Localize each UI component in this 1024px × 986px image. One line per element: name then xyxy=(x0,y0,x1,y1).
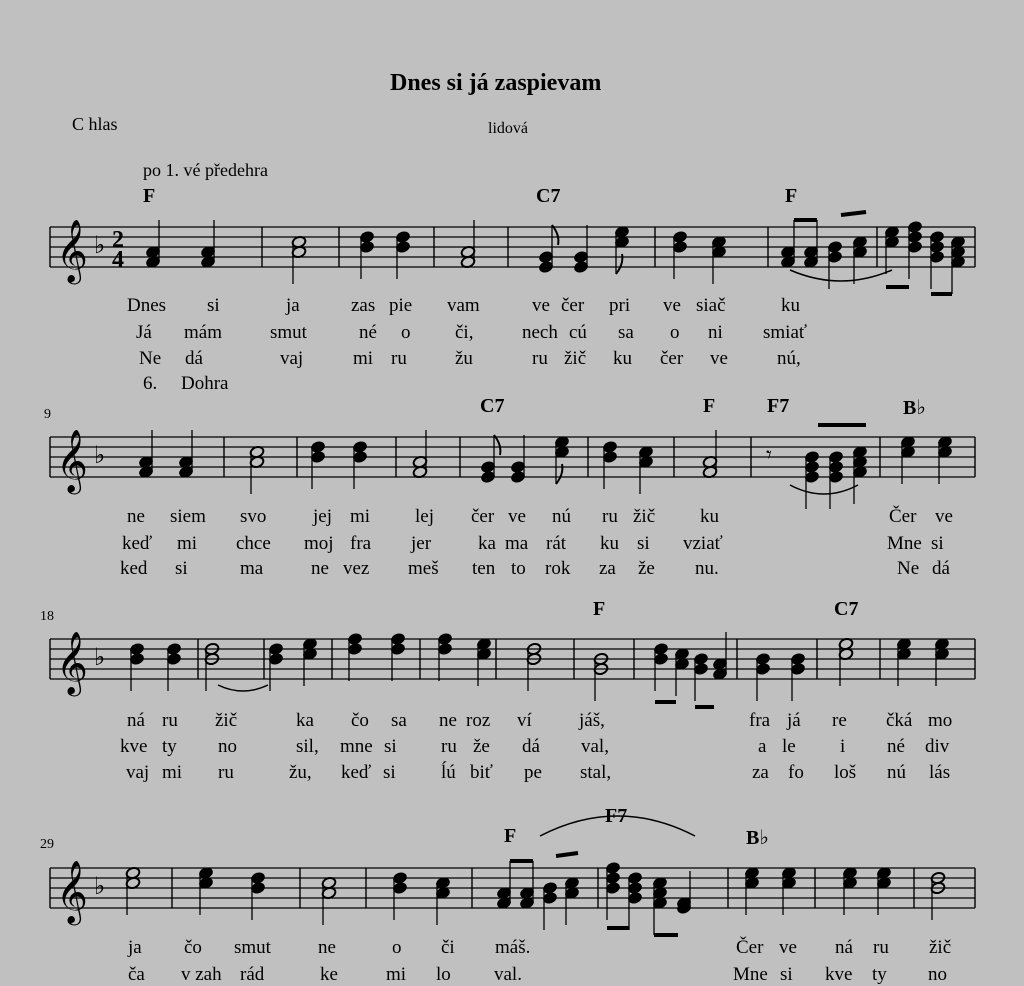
lyric-syllable: vziať xyxy=(683,533,723,554)
lyric-syllable: vaj xyxy=(280,348,304,369)
lyric-verse-number: 6. xyxy=(143,373,158,394)
lyric-syllable: si xyxy=(637,533,650,554)
lyric-syllable: Ne xyxy=(897,558,920,579)
lyric-syllable: nú xyxy=(887,762,906,783)
chord-symbol: F7 xyxy=(767,395,790,417)
lyric-syllable: jáš, xyxy=(579,710,605,731)
lyric-syllable: kve xyxy=(120,736,148,757)
lyric-syllable: ja xyxy=(286,295,300,316)
lyric-syllable: o xyxy=(401,322,411,343)
lyric-syllable: i xyxy=(840,736,846,757)
lyric-syllable: že xyxy=(473,736,490,757)
lyric-syllable: div xyxy=(925,736,950,757)
lyric-syllable: čo xyxy=(351,710,369,731)
lyric-syllable: ka xyxy=(478,533,496,554)
lyric-syllable: nú xyxy=(552,506,571,527)
lyric-syllable: ten xyxy=(472,558,496,579)
lyric-syllable: žič xyxy=(929,937,952,958)
lyric-syllable: ty xyxy=(872,964,887,985)
lyric-syllable: ma xyxy=(505,533,529,554)
slur xyxy=(790,485,858,494)
lyric-syllable: já xyxy=(787,710,801,731)
chord-symbol: B♭ xyxy=(746,827,769,849)
chord-symbol: C7 xyxy=(536,185,561,207)
lyric-syllable: zas xyxy=(351,295,376,316)
lyric-syllable: no xyxy=(218,736,237,757)
lyric-syllable: mi xyxy=(353,348,374,369)
lyric-syllable: stal, xyxy=(580,762,612,783)
lyric-syllable: ka xyxy=(296,710,314,731)
lyric-syllable: ru xyxy=(873,937,889,958)
lyric-syllable: chce xyxy=(236,533,271,554)
measure-number: 29 xyxy=(40,837,54,852)
lyric-syllable: nu. xyxy=(695,558,719,579)
lyric-syllable: lej xyxy=(415,506,434,527)
lyric-syllable: ru xyxy=(218,762,234,783)
lyric-syllable: ku xyxy=(600,533,619,554)
lyric-syllable: pri xyxy=(609,295,631,316)
eighth-rest-icon: 𝄾 xyxy=(766,443,772,468)
lyric-syllable: ví xyxy=(517,710,532,731)
slur xyxy=(790,270,892,281)
lyric-syllable: ne xyxy=(318,937,336,958)
key-flat-icon: ♭ xyxy=(94,231,106,259)
lyric-syllable: mi xyxy=(162,762,183,783)
lyric-syllable: cú xyxy=(569,322,587,343)
lyric-syllable: pie xyxy=(389,295,413,316)
lyric-syllable: mo xyxy=(928,710,953,731)
chord-symbol: F xyxy=(143,185,156,207)
treble-clef-icon: 𝄞 xyxy=(56,860,88,923)
staff-system-4 xyxy=(0,848,1024,948)
lyric-syllable: fra xyxy=(350,533,372,554)
staff-system-2 xyxy=(0,417,1024,517)
lyric-syllable: ni xyxy=(708,322,723,343)
lyric-syllable: sa xyxy=(391,710,407,731)
lyric-syllable: ke xyxy=(320,964,338,985)
lyric-syllable: le xyxy=(782,736,796,757)
chord-symbol: F xyxy=(703,395,716,417)
note-flag xyxy=(552,225,558,245)
lyric-syllable: ne xyxy=(311,558,329,579)
lyric-syllable: dá xyxy=(932,558,950,579)
lyric-syllable: žič xyxy=(633,506,656,527)
lyric-syllable: o xyxy=(392,937,402,958)
lyric-syllable: nú, xyxy=(777,348,801,369)
lyric-syllable: val, xyxy=(581,736,609,757)
lyric-syllable: mám xyxy=(184,322,222,343)
lyric-syllable: ja xyxy=(128,937,142,958)
note-beam xyxy=(841,212,866,215)
lyric-syllable: si xyxy=(931,533,944,554)
time-signature-bottom: 4 xyxy=(112,247,124,273)
lyric-syllable: loš xyxy=(834,762,857,783)
lyric-syllable: si xyxy=(780,964,793,985)
lyric-syllable: ná xyxy=(127,710,145,731)
lyric-syllable: moj xyxy=(304,533,334,554)
lyric-syllable: sil, xyxy=(296,736,319,757)
lyric-syllable: roz xyxy=(466,710,491,731)
lyric-syllable: mi xyxy=(350,506,371,527)
lyric-syllable: ve xyxy=(508,506,526,527)
lyric-syllable: to xyxy=(511,558,526,579)
lyric-syllable: ru xyxy=(532,348,548,369)
lyric-syllable: ru xyxy=(441,736,457,757)
lyric-syllable: Mne xyxy=(887,533,922,554)
time-signature-top: 2 xyxy=(112,227,124,253)
chord-symbol: F7 xyxy=(605,805,628,827)
lyric-syllable: lás xyxy=(929,762,951,783)
lyric-syllable: vam xyxy=(447,295,480,316)
chord-symbol: C7 xyxy=(480,395,505,417)
lyric-syllable: ĺú xyxy=(441,762,456,783)
key-flat-icon: ♭ xyxy=(94,643,106,671)
treble-clef-icon: 𝄞 xyxy=(56,219,88,282)
lyric-syllable: re xyxy=(832,710,847,731)
lyric-syllable: mi xyxy=(177,533,198,554)
lyric-syllable: Ne xyxy=(139,348,162,369)
lyric-syllable: dá xyxy=(185,348,203,369)
lyric-syllable: si xyxy=(384,736,397,757)
lyric-syllable: ked xyxy=(120,558,148,579)
lyric-syllable: si xyxy=(175,558,188,579)
slur xyxy=(218,685,268,691)
lyric-syllable: sa xyxy=(618,322,634,343)
tempo-direction: po 1. vé předehra xyxy=(143,160,268,180)
lyric-syllable: ve xyxy=(710,348,728,369)
lyric-syllable: siač xyxy=(696,295,726,316)
lyric-syllable: rát xyxy=(546,533,567,554)
lyric-syllable: nech xyxy=(522,322,558,343)
lyric-syllable: že xyxy=(638,558,655,579)
lyric-syllable: Dohra xyxy=(181,373,229,394)
lyric-syllable: žu xyxy=(455,348,473,369)
measure-number: 9 xyxy=(44,407,51,422)
lyric-syllable: ku xyxy=(781,295,800,316)
lyric-syllable: meš xyxy=(408,558,439,579)
lyric-syllable: mne xyxy=(340,736,373,757)
lyric-syllable: lo xyxy=(436,964,451,985)
lyric-syllable: mi xyxy=(386,964,407,985)
lyric-syllable: ku xyxy=(613,348,632,369)
lyric-syllable: ma xyxy=(240,558,264,579)
lyric-syllable: ve xyxy=(779,937,797,958)
lyric-syllable: ve xyxy=(935,506,953,527)
treble-clef-icon: 𝄞 xyxy=(56,429,88,492)
lyric-syllable: fra xyxy=(749,710,771,731)
composer-label: lidová xyxy=(488,120,528,137)
lyric-syllable: čo xyxy=(184,937,202,958)
treble-clef-icon: 𝄞 xyxy=(56,631,88,694)
lyric-syllable: ku xyxy=(700,506,719,527)
staff-system-1 xyxy=(0,207,1024,307)
lyric-syllable: či xyxy=(441,937,455,958)
lyric-syllable: vaj xyxy=(126,762,150,783)
lyric-syllable: Mne xyxy=(733,964,768,985)
lyric-syllable: žič xyxy=(215,710,238,731)
lyric-syllable: a xyxy=(758,736,767,757)
chord-symbol: C7 xyxy=(834,598,859,620)
song-title: Dnes si já zaspievam xyxy=(390,70,602,96)
lyric-syllable: za xyxy=(752,762,769,783)
lyric-syllable: čer xyxy=(471,506,495,527)
lyric-syllable: no xyxy=(928,964,947,985)
lyric-syllable: jer xyxy=(411,533,432,554)
lyric-syllable: žu, xyxy=(289,762,312,783)
measure-number: 18 xyxy=(40,609,54,624)
lyric-syllable: né xyxy=(359,322,377,343)
lyric-syllable: ve xyxy=(532,295,550,316)
lyric-syllable: jej xyxy=(313,506,332,527)
lyric-syllable: biť xyxy=(470,762,493,783)
lyric-syllable: ru xyxy=(602,506,618,527)
lyric-syllable: čká xyxy=(886,710,913,731)
lyric-syllable: v zah xyxy=(181,964,222,985)
lyric-syllable: si xyxy=(383,762,396,783)
lyric-syllable: ve xyxy=(663,295,681,316)
lyric-syllable: žič xyxy=(564,348,587,369)
lyric-syllable: za xyxy=(599,558,616,579)
lyric-syllable: svo xyxy=(240,506,267,527)
note-beam xyxy=(556,853,578,856)
lyric-syllable: smiať xyxy=(763,322,808,343)
lyric-syllable: vez xyxy=(343,558,370,579)
lyric-syllable: ty xyxy=(162,736,177,757)
lyric-syllable: siem xyxy=(170,506,206,527)
chord-symbol: F xyxy=(785,185,798,207)
voice-label: C hlas xyxy=(72,114,118,134)
lyric-syllable: ná xyxy=(835,937,853,958)
note-flag xyxy=(494,435,500,455)
lyric-syllable: smut xyxy=(234,937,271,958)
lyric-syllable: fo xyxy=(788,762,804,783)
lyric-syllable: smut xyxy=(270,322,307,343)
lyric-syllable: kve xyxy=(825,964,853,985)
key-flat-icon: ♭ xyxy=(94,441,106,469)
lyric-syllable: o xyxy=(670,322,680,343)
lyric-syllable: keď xyxy=(341,762,372,783)
key-flat-icon: ♭ xyxy=(94,872,106,900)
lyric-syllable: ru xyxy=(391,348,407,369)
lyric-syllable: ru xyxy=(162,710,178,731)
lyric-syllable: máš. xyxy=(495,937,531,958)
lyric-syllable: čer xyxy=(561,295,585,316)
lyric-syllable: rád xyxy=(240,964,265,985)
lyric-syllable: dá xyxy=(522,736,540,757)
lyric-syllable: ča xyxy=(128,964,145,985)
lyric-syllable: né xyxy=(887,736,905,757)
lyric-syllable: ne xyxy=(127,506,145,527)
lyric-syllable: Já xyxy=(136,322,152,343)
lyric-syllable: si xyxy=(207,295,220,316)
lyric-syllable: rok xyxy=(545,558,571,579)
lyric-syllable: pe xyxy=(524,762,542,783)
lyric-syllable: val. xyxy=(494,964,522,985)
lyric-syllable: čer xyxy=(660,348,684,369)
lyric-syllable: keď xyxy=(122,533,153,554)
chord-symbol: B♭ xyxy=(903,397,926,419)
lyric-syllable: či, xyxy=(455,322,474,343)
chord-symbol: F xyxy=(504,825,517,847)
lyric-syllable: Čer xyxy=(736,937,764,958)
staff-system-3 xyxy=(0,619,1024,719)
chord-symbol: F xyxy=(593,598,606,620)
lyric-syllable: ne xyxy=(439,710,457,731)
lyric-syllable: Čer xyxy=(889,506,917,527)
lyric-syllable: Dnes xyxy=(127,295,167,316)
